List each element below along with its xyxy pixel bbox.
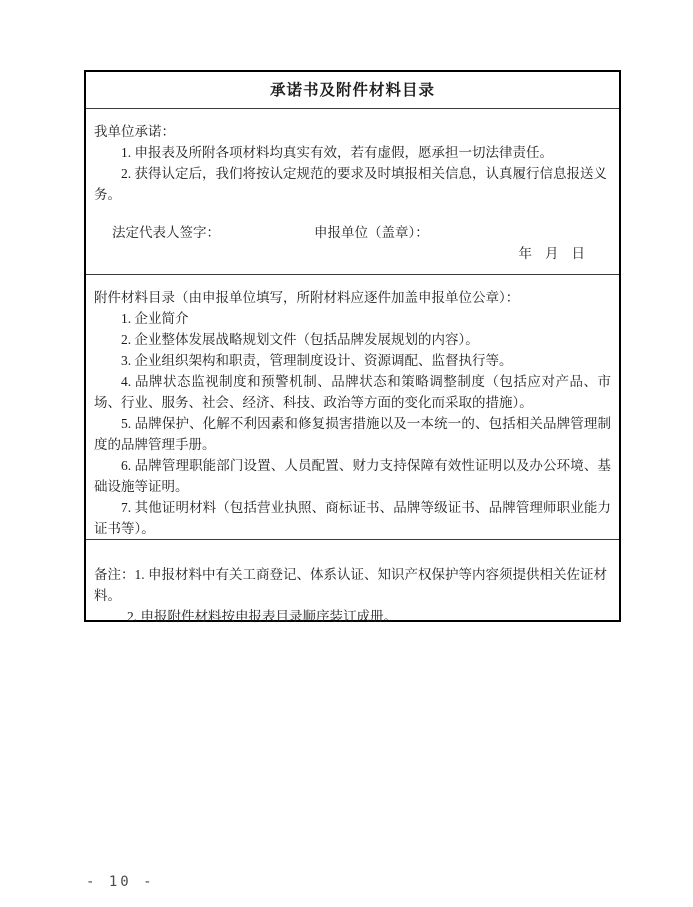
attachment-item: 2. 企业整体发展战略规划文件（包括品牌发展规划的内容）。 (121, 332, 479, 347)
remarks-line-2: 2. 申报附件材料按申报表目录顺序装订成册。 (127, 609, 397, 624)
form-title: 承诺书及附件材料目录 (269, 81, 435, 99)
applicant-unit-seal-label: 申报单位（盖章）： (314, 225, 429, 240)
date-month-label: 月 (545, 246, 559, 261)
attachment-item: 6. 品牌管理职能部门设置、人员配置、财力支持保障有效性证明以及办公环境、基础设施等证明。 (94, 458, 611, 494)
commitment-form-table (84, 70, 621, 622)
legal-representative-signature-label: 法定代表人签字： (112, 225, 220, 240)
page-number: - 10 - (86, 874, 155, 890)
date-row (94, 243, 611, 264)
attachment-item: 7. 其他证明材料（包括营业执照、商标证书、品牌等级证书、品牌管理师职业能力证书等）。 (94, 500, 611, 536)
attachments-section (86, 275, 619, 540)
commitment-section (86, 109, 619, 275)
remarks-section (86, 540, 619, 627)
attachment-item: 4. 品牌状态监视制度和预警机制、品牌状态和策略调整制度（包括应对产品、市场、行业、服务、社会、经济、科技、政治等方面的变化而采取的措施）。 (94, 374, 611, 410)
remarks-item: 1. 申报材料中有关工商登记、体系认证、知识产权保护等内容须提供相关佐证材料。 (94, 567, 607, 603)
commitment-intro: 我单位承诺： (94, 124, 175, 139)
form-title-row (86, 72, 619, 109)
remarks-label: 备注： (94, 567, 135, 582)
remarks-line-1 (94, 564, 611, 606)
date-year-label: 年 (518, 246, 532, 261)
attachment-item: 3. 企业组织架构和职责，管理制度设计、资源调配、监督执行等。 (121, 353, 513, 368)
date-day-label: 日 (571, 246, 585, 261)
attachment-item: 1. 企业简介 (121, 311, 189, 326)
attachments-heading: 附件材料目录（由申报单位填写，所附材料应逐件加盖申报单位公章）： (94, 290, 520, 305)
commitment-item: 1. 申报表及所附各项材料均真实有效，若有虚假，愿承担一切法律责任。 (121, 145, 553, 160)
attachment-item: 5. 品牌保护、化解不利因素和修复损害措施以及一本统一的、包括相关品牌管理制度的品牌管理手册。 (94, 416, 611, 452)
signature-row (94, 222, 611, 243)
commitment-item: 2. 获得认定后，我们将按认定规范的要求及时填报相关信息，认真履行信息报送义务。 (94, 166, 607, 202)
